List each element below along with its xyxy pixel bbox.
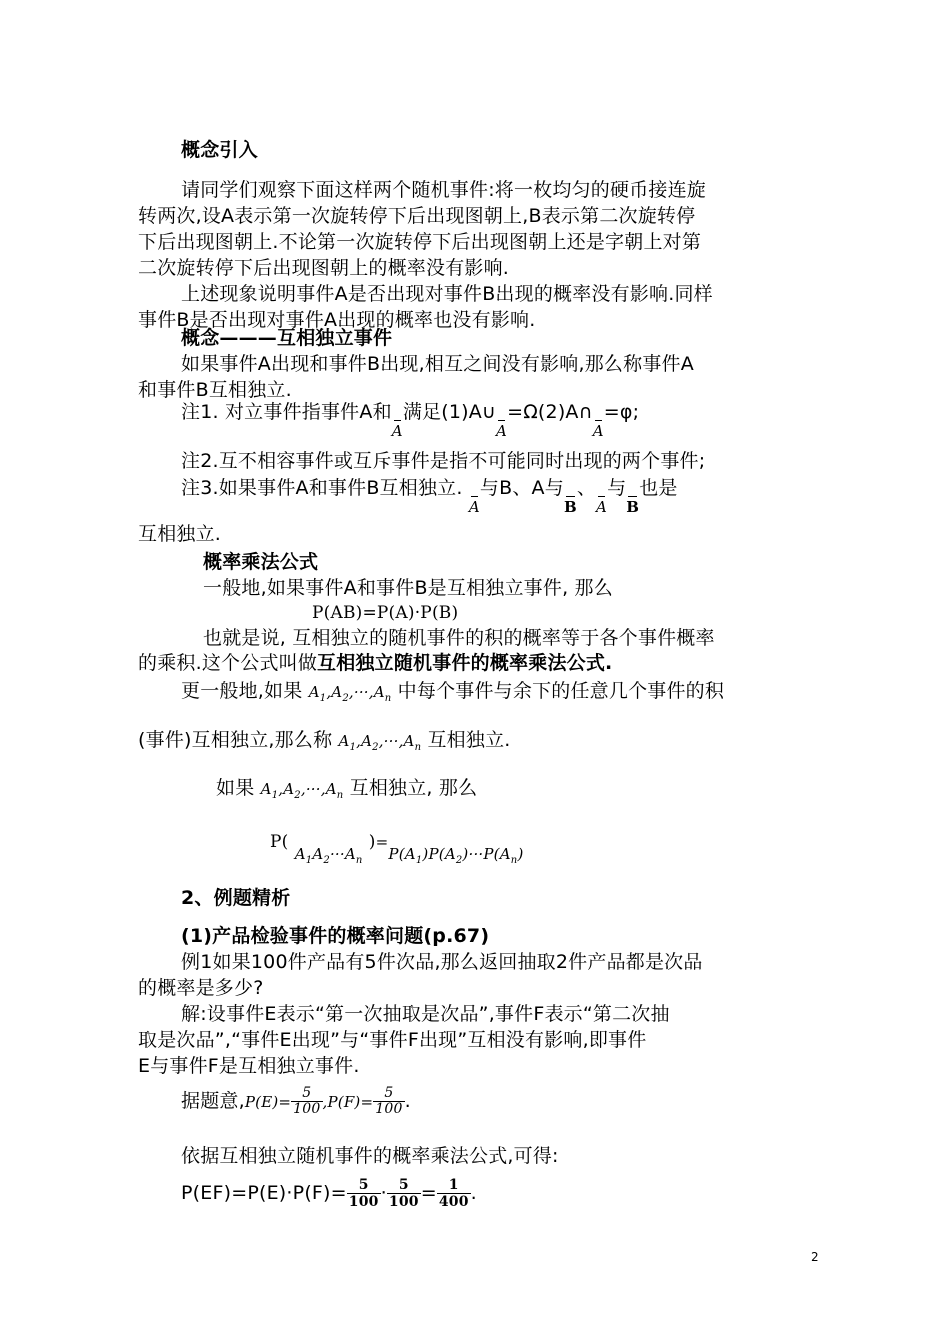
paragraph-line: 例1如果100件产品有5件次品,那么返回抽取2件产品都是次品 — [181, 951, 703, 973]
heading-example-1: (1)产品检验事件的概率问题(p.67) — [181, 925, 490, 947]
fraction: $\frac{5}{100}$ — [388, 1177, 419, 1210]
paragraph-line: 解:设事件E表示“第一次抽取是次品”,事件F表示“第二次抽 — [181, 1003, 670, 1025]
a-complement: A — [496, 422, 508, 440]
formula-name: 互相独立随机事件的概率乘法公式. — [317, 652, 613, 674]
paragraph-line: 也就是说, 互相独立的随机事件的积的概率等于各个事件概率 — [203, 627, 715, 649]
b-complement: B — [563, 498, 577, 516]
paragraph-line: 的乘积.这个公式叫做互相独立随机事件的概率乘法公式. — [138, 652, 613, 674]
note3-tail: 互相独立. — [138, 523, 222, 545]
a-complement: A — [592, 422, 604, 440]
note-1 — [181, 399, 639, 439]
paragraph-line: E与事件F是互相独立事件. — [138, 1055, 360, 1077]
event-sequence: $A_1,A_2,\cdot\cdot\cdot,A_n$ — [308, 683, 392, 704]
heading-examples: 2、例题精析 — [181, 887, 291, 909]
event-sequence: $A_1,A_2,\cdot\cdot\cdot,A_n$ — [338, 732, 422, 753]
paragraph-line: 如果 $A_1,A_2,\cdot\cdot\cdot,A_n$ 互相独立, 那么 — [216, 777, 478, 801]
result-formula: P(EF)=P(E)·P(F)= $\frac{5}{100}$ · $\frac{5}{100}$ = $\frac{1}{400}$ . — [181, 1177, 477, 1210]
note1-text-b: 满足(1)A∪ — [402, 401, 497, 423]
a-complement: A — [596, 498, 608, 516]
paragraph-line: 下后出现图朝上.不论第一次旋转停下后出现图朝上还是字朝上对第 — [138, 231, 702, 253]
paragraph-line: 和事件B互相独立. — [138, 379, 292, 401]
b-complement: B — [626, 498, 640, 516]
paragraph-line: 的概率是多少? — [138, 977, 264, 999]
note3-text-b: 与B、A与 — [479, 477, 564, 499]
note1-text-a: 注1. 对立事件指事件A和 — [181, 401, 392, 423]
note-2: 注2.互不相容事件或互斥事件是指不可能同时出现的两个事件; — [181, 450, 706, 472]
page-number: 2 — [811, 1250, 819, 1264]
heading-concept-intro: 概念引入 — [181, 139, 258, 161]
fraction: $\frac{5}{100}$ — [375, 1085, 403, 1117]
a-complement: A — [468, 498, 480, 516]
note3-text-e: 也是 — [639, 477, 678, 499]
note3-text-d: 与 — [607, 477, 627, 499]
paragraph-line: 如果事件A出现和事件B出现,相互之间没有影响,那么称事件A — [181, 353, 694, 375]
event-sequence: $A_1,A_2,\cdot\cdot\cdot,A_n$ — [260, 780, 344, 801]
fraction: $\frac{5}{100}$ — [293, 1085, 321, 1117]
given-probabilities: 据题意,P(E)= $\frac{5}{100}$ ,P(F)= $\frac{5}{100}$ . — [181, 1085, 411, 1117]
note3-text-a: 注3.如果事件A和事件B互相独立. — [181, 477, 463, 499]
paragraph-line: 一般地,如果事件A和事件B是互相独立事件, 那么 — [203, 577, 613, 599]
heading-independent-events: 概念———互相独立事件 — [181, 327, 393, 349]
paragraph-line: 更一般地,如果 $A_1,A_2,\cdot\cdot\cdot,A_n$ 中每个事件与余下的任意几个事件的积 — [181, 680, 725, 704]
fraction: $\frac{5}{100}$ — [348, 1177, 379, 1210]
note3-text-c: 、 — [576, 477, 597, 499]
heading-multiplication-formula: 概率乘法公式 — [203, 551, 319, 573]
note1-text-d: =φ; — [603, 401, 640, 423]
paragraph-line: 事件B是否出现对事件A出现的概率也没有影响. — [138, 309, 536, 331]
paragraph-line: 上述现象说明事件A是否出现对事件B出现的概率没有影响.同样 — [181, 283, 713, 305]
fraction: $\frac{1}{400}$ — [438, 1177, 469, 1210]
paragraph-line: 二次旋转停下后出现图朝上的概率没有影响. — [138, 257, 510, 279]
formula-p-ab: P(AB)=P(A)·P(B) — [312, 603, 459, 623]
a-complement: A — [391, 422, 403, 440]
paragraph-line: 转两次,设A表示第一次旋转停下后出现图朝上,B表示第二次旋转停 — [138, 205, 696, 227]
paragraph-line: 请同学们观察下面这样两个随机事件:将一枚均匀的硬币接连旋 — [181, 179, 707, 201]
note-3 — [181, 475, 678, 515]
paragraph-line: 依据互相独立随机事件的概率乘法公式,可得: — [181, 1145, 559, 1167]
paragraph-line: 取是次品”,“事件E出现”与“事件F出现”互相没有影响,即事件 — [138, 1029, 647, 1051]
note1-text-c: =Ω(2)A∩ — [507, 401, 593, 423]
formula-product: P( $_{A_1A_2\cdot\cdot\cdot A_n}$ )$=_{P(A_1)P(A_2)\cdot\cdot\cdot P(A_n)}$ — [270, 832, 524, 866]
paragraph-line: (事件)互相独立,那么称 $A_1,A_2,\cdot\cdot\cdot,A_n$ 互相独立. — [138, 729, 511, 753]
